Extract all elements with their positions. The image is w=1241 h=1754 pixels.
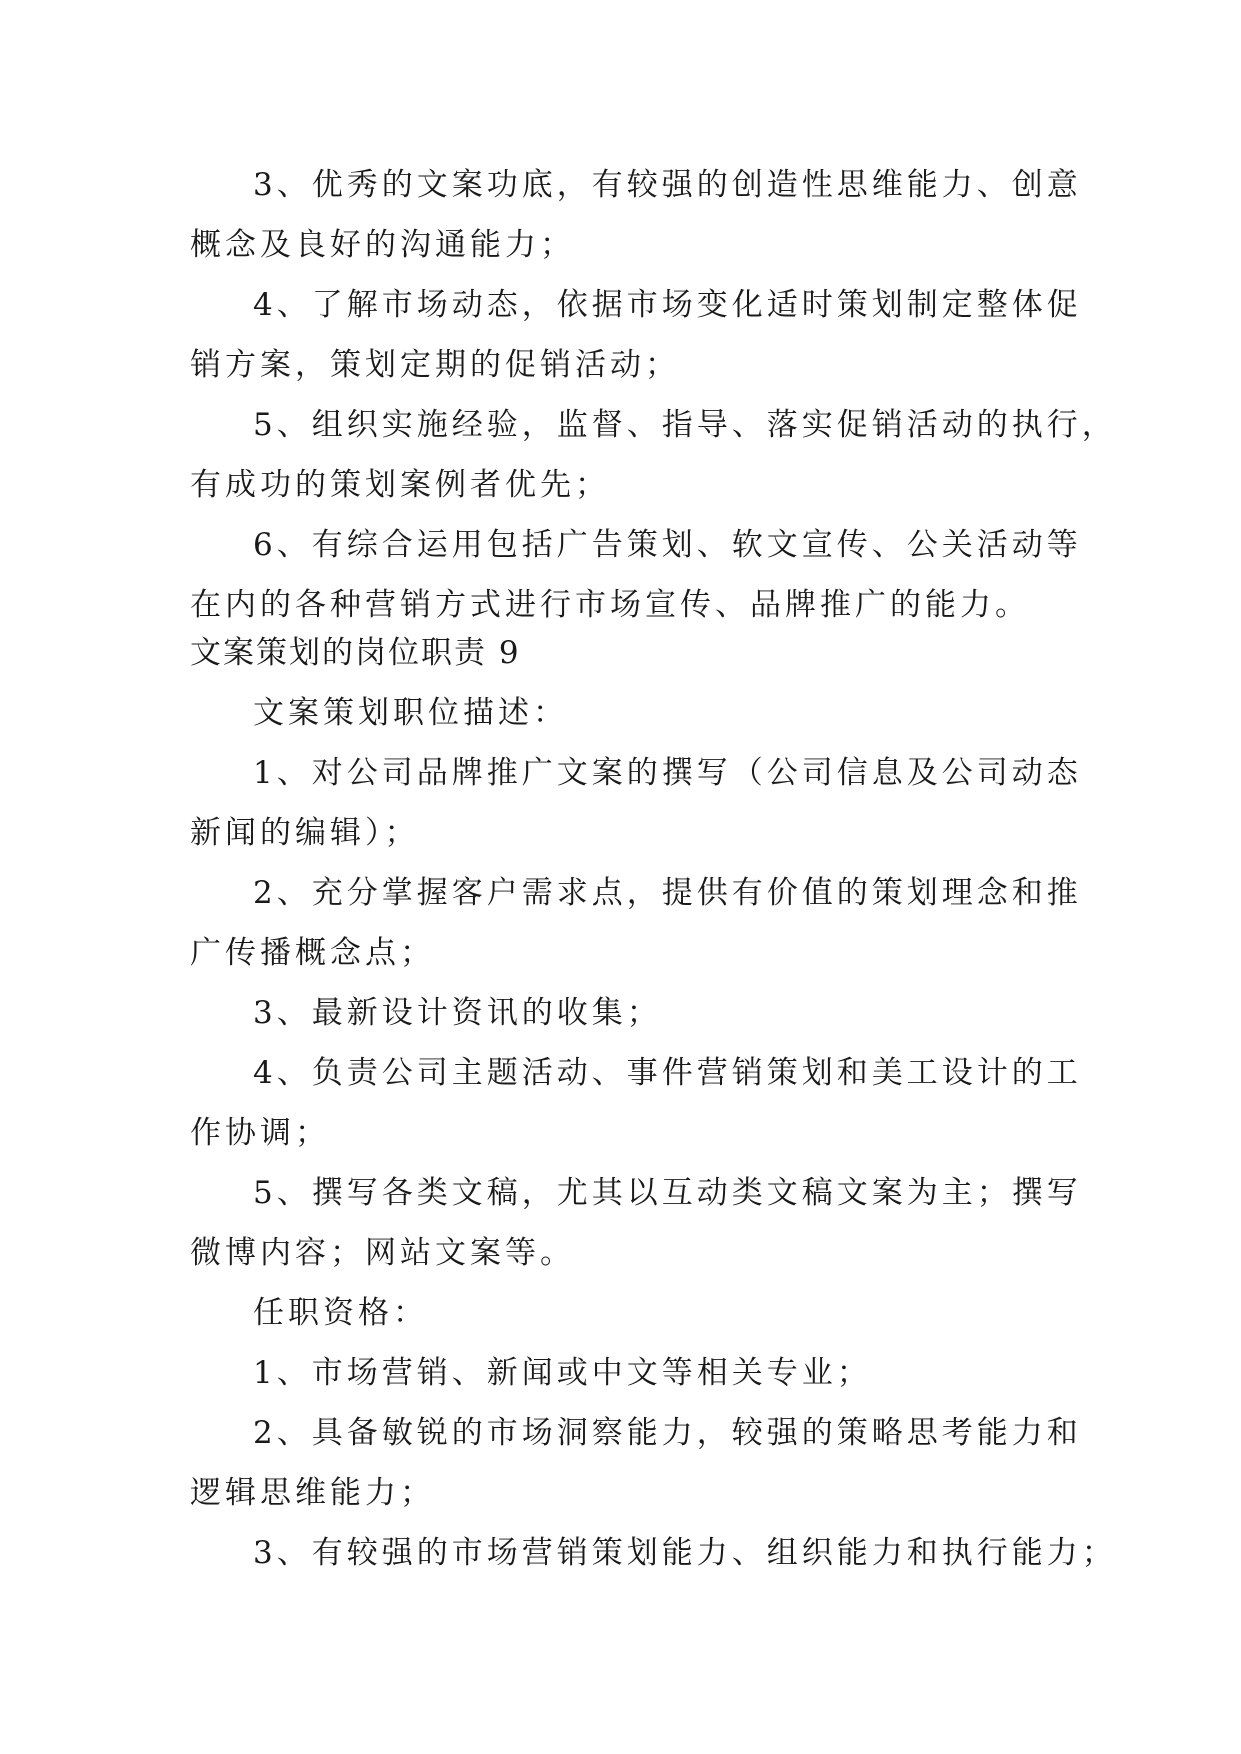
text-line: 文案策划职位描述： xyxy=(253,695,568,731)
text-line: 4、负责公司主题活动、事件营销策划和美工设计的工 xyxy=(253,1055,1082,1091)
text-line: 新闻的编辑）； xyxy=(190,815,420,851)
text-line: 1、对公司品牌推广文案的撰写（公司信息及公司动态 xyxy=(253,755,1082,791)
text-line: 3、优秀的文案功底，有较强的创造性思维能力、创意 xyxy=(253,167,1082,203)
text-line: 2、具备敏锐的市场洞察能力，较强的策略思考能力和 xyxy=(253,1415,1082,1451)
text-line: 任职资格： xyxy=(253,1295,428,1331)
text-line: 2、充分掌握客户需求点，提供有价值的策划理念和推 xyxy=(253,875,1082,911)
text-line: 5、组织实施经验，监督、指导、落实促销活动的执行， xyxy=(253,407,1117,443)
text-line: 逻辑思维能力； xyxy=(190,1475,435,1511)
text-line: 有成功的策划案例者优先； xyxy=(190,467,610,503)
text-line: 3、有较强的市场营销策划能力、组织能力和执行能力； xyxy=(253,1535,1117,1571)
text-line: 3、最新设计资讯的收集； xyxy=(253,995,662,1031)
text-line: 6、有综合运用包括广告策划、软文宣传、公关活动等 xyxy=(253,527,1082,563)
text-line: 5、撰写各类文稿，尤其以互动类文稿文案为主；撰写 xyxy=(253,1175,1082,1211)
text-line: 广传播概念点； xyxy=(190,935,435,971)
text-line: 作协调； xyxy=(190,1115,330,1151)
text-line: 在内的各种营销方式进行市场宣传、品牌推广的能力。 xyxy=(190,587,1030,623)
text-line: 微博内容；网站文案等。 xyxy=(190,1235,575,1271)
text-line: 销方案，策划定期的促销活动； xyxy=(190,347,680,383)
text-line: 概念及良好的沟通能力； xyxy=(190,227,575,263)
text-line: 1、市场营销、新闻或中文等相关专业； xyxy=(253,1355,872,1391)
text-line: 4、了解市场动态，依据市场变化适时策划制定整体促 xyxy=(253,287,1082,323)
section-heading: 文案策划的岗位职责 9 xyxy=(190,635,521,671)
